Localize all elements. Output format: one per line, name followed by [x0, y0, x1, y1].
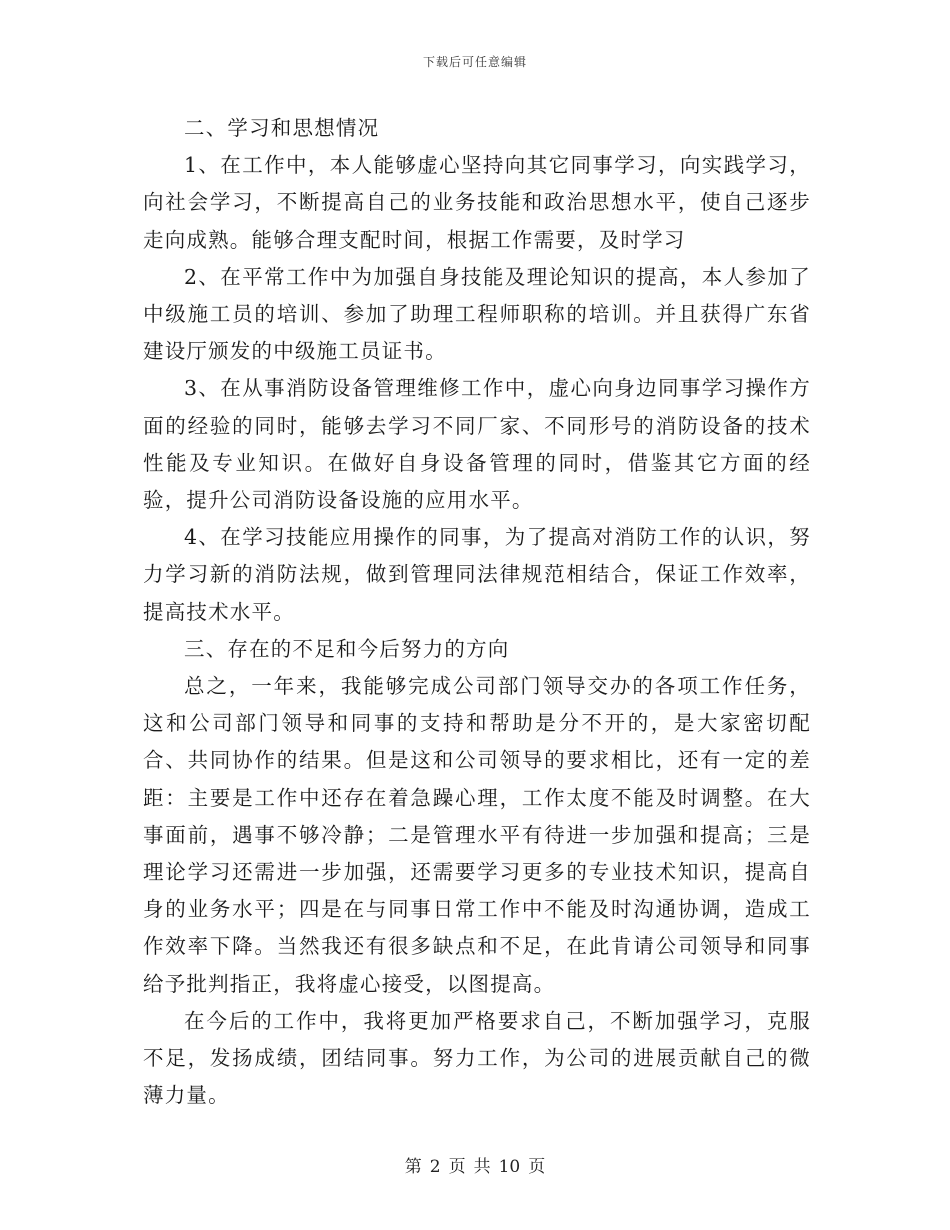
footer-prefix: 第: [404, 1157, 422, 1177]
footer-suffix: 页: [528, 1157, 546, 1177]
footer-page-word: 页: [448, 1157, 466, 1177]
page-number-footer: [0, 1152, 950, 1177]
paragraph-item-1: 1、在工作中，本人能够虚心坚持向其它同事学习，向实践学习，向社会学习，不断提高自己的业务技能和政治思想水平，使自己逐步走向成熟。能够合理支配时间，根据工作需要，及时学习: [143, 153, 811, 252]
page-header-note: 下载后可任意编辑: [422, 55, 527, 69]
paragraph-item-4: 4、在学习技能应用操作的同事，为了提高对消防工作的认识，努力学习新的消防法规，做到管理同法律规范相结合，保证工作效率，提高技术水平。: [143, 525, 811, 624]
paragraph-closing: 在今后的工作中，我将更加严格要求自己，不断加强学习，克服不足，发扬成绩，团结同事。努力工作，为公司的进展贡献自己的微薄力量。: [143, 1008, 811, 1108]
footer-total-word: 共: [473, 1157, 491, 1177]
section-heading-study: 二、学习和思想情况: [184, 116, 380, 140]
paragraph-item-2: 2、在平常工作中为加强自身技能及理论知识的提高，本人参加了中级施工员的培训、参加了助理工程师职称的培训。并且获得广东省建设厅颁发的中级施工员证书。: [143, 264, 811, 364]
footer-current-page: 2: [429, 1157, 441, 1177]
paragraph-summary: 总之，一年来，我能够完成公司部门领导交办的各项工作任务，这和公司部门领导和同事的支持和帮助是分不开的，是大家密切配合、共同协作的结果。但是这和公司领导的要求相比，还有一定的差距：主要是工作中还存在着急躁心理，工作太度不能及时调整。在大事面前，遇事不够冷静；二是管理水平有待进一步加强和提高；三是理论学习还需进一步加强，还需要学习更多的专业技术知识，提高自身的业务水平；四是在与同事日常工作中不能及时沟通协调，造成工作效率下降。当然我还有很多缺点和不足，在此肯请公司领导和同事给予批判指正，我将虚心接受，以图提高。: [143, 674, 811, 996]
footer-total-pages: 10: [498, 1157, 521, 1177]
paragraph-item-3: 3、在从事消防设备管理维修工作中，虚心向身边同事学习操作方面的经验的同时，能够去学习不同厂家、不同形号的消防设备的技术性能及专业知识。在做好自身设备管理的同时，借鉴其它方面的经验，提升公司消防设备设施的应用水平。: [143, 376, 811, 513]
section-heading-shortcomings: 三、存在的不足和今后努力的方向: [184, 636, 510, 661]
document-body: [143, 110, 811, 1114]
